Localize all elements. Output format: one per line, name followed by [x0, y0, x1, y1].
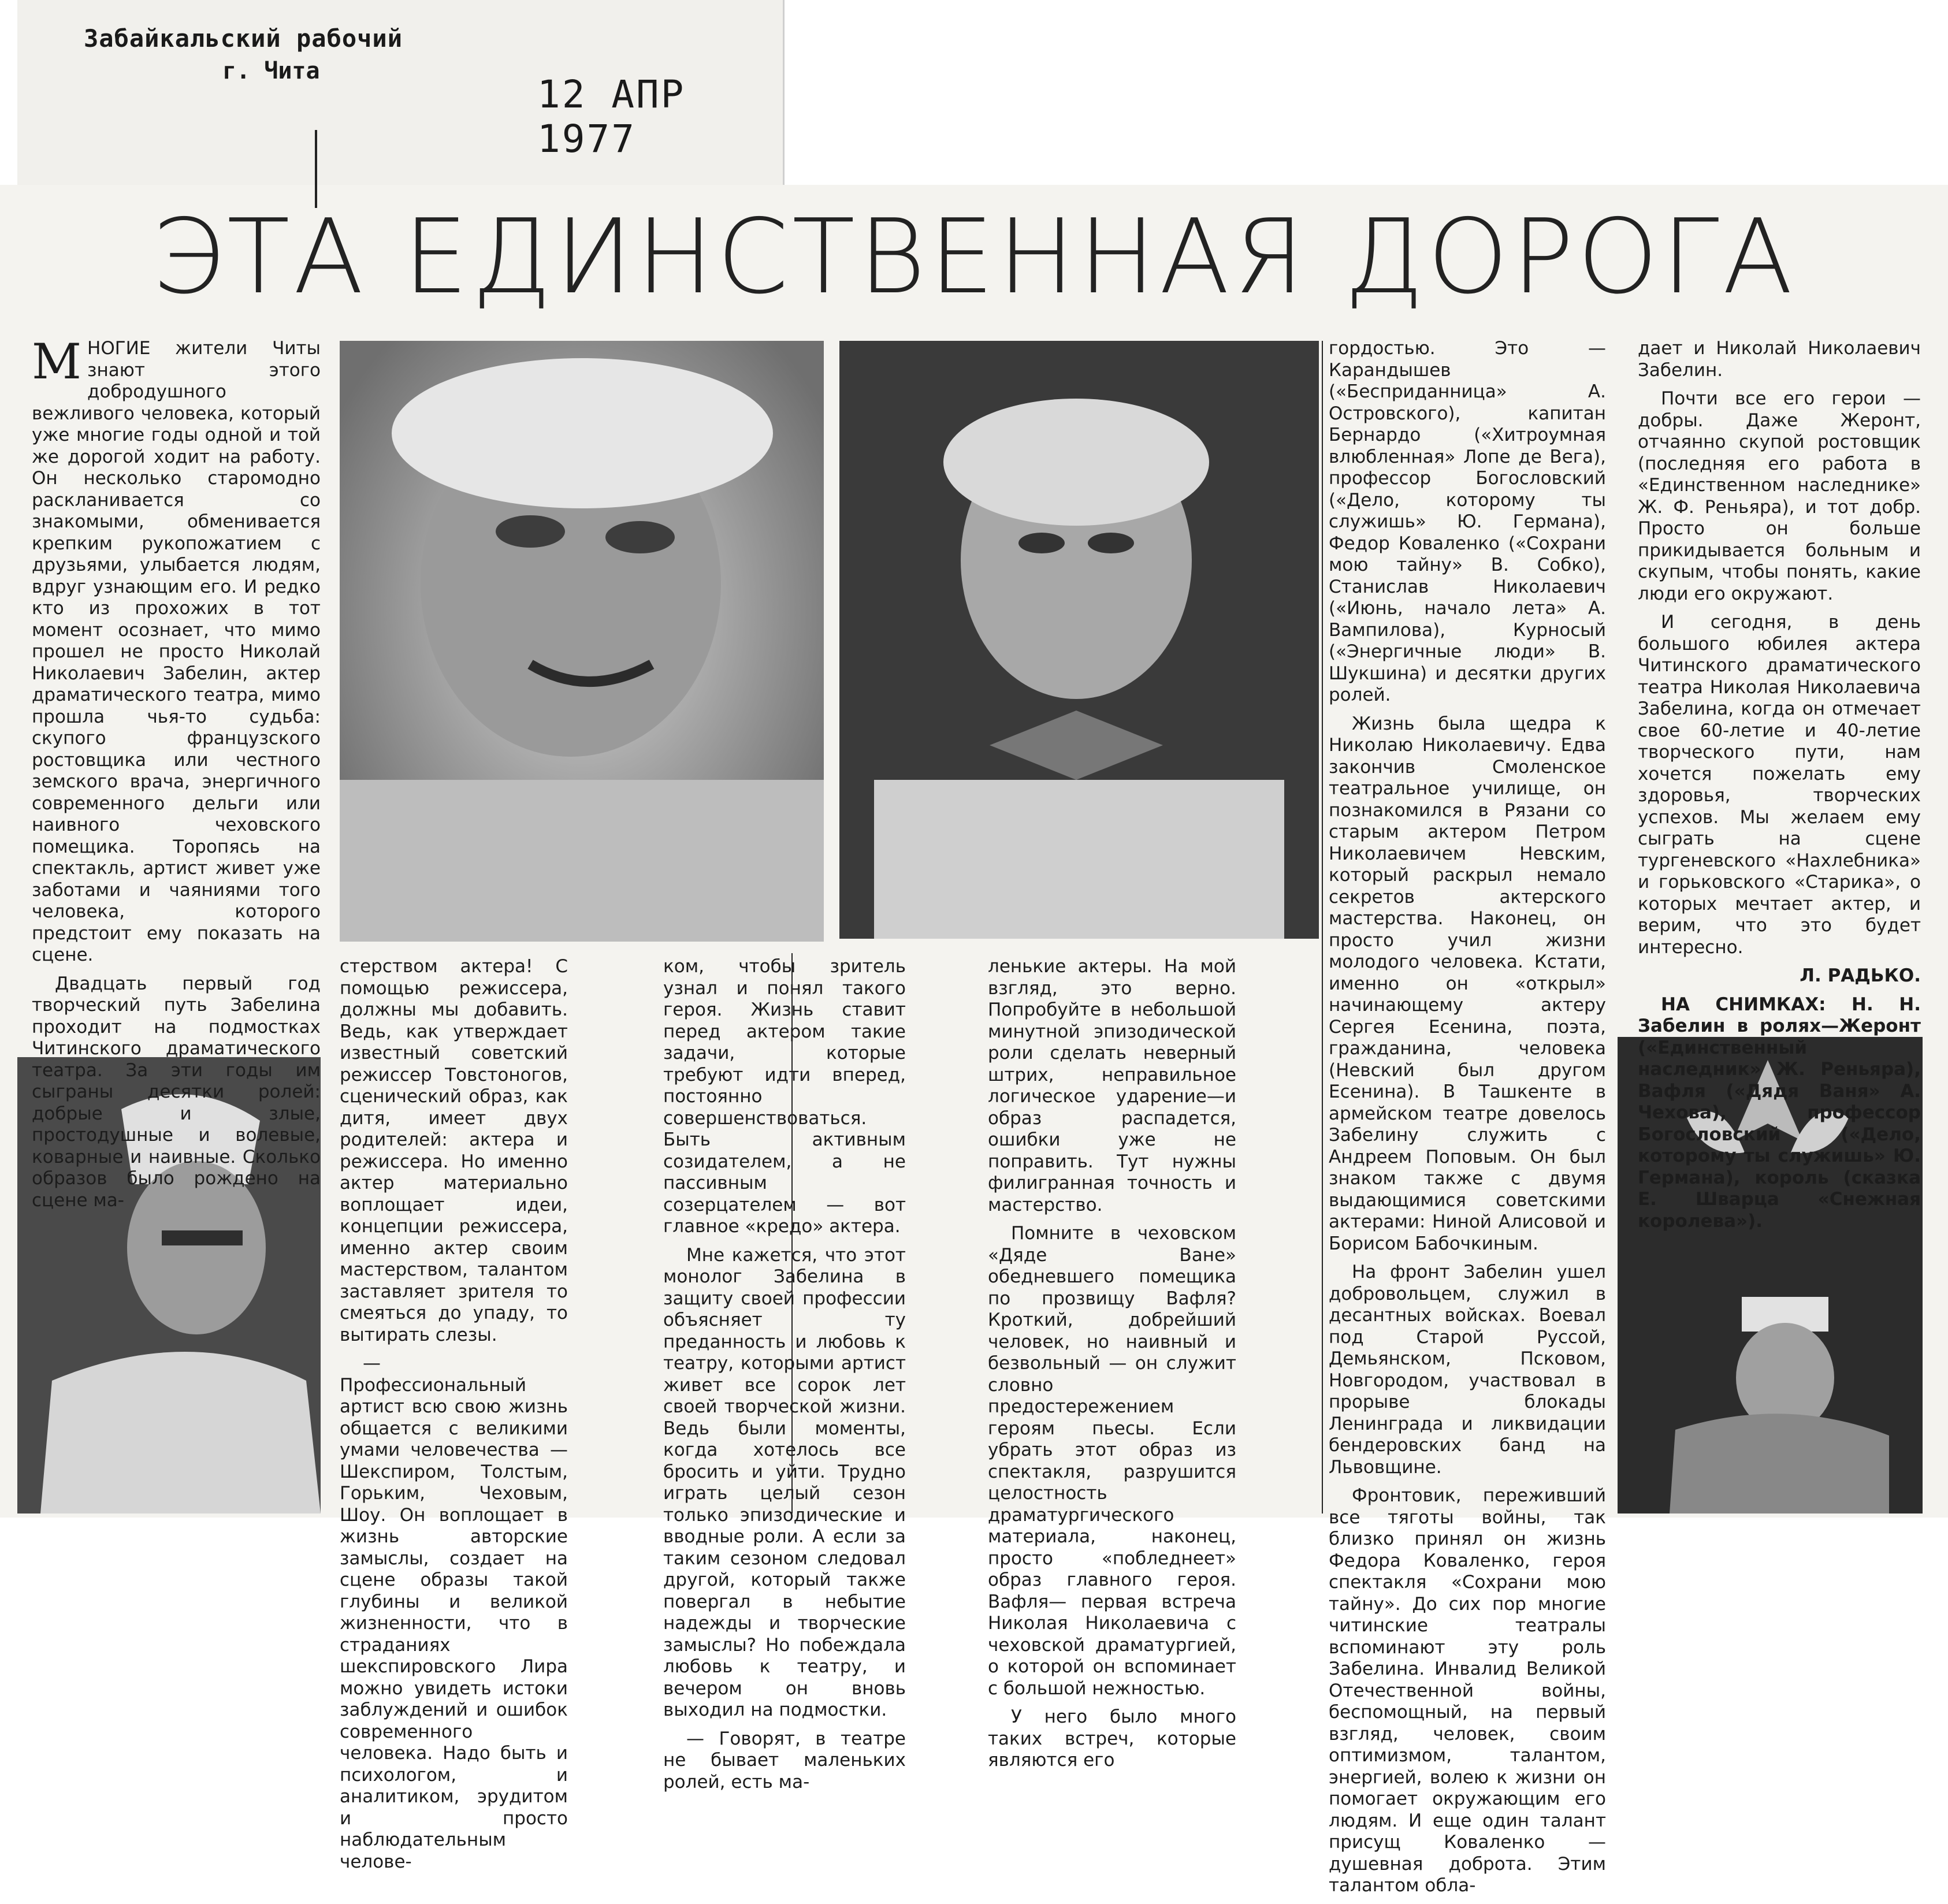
column-rule: [1322, 341, 1323, 1513]
photo-top-left: [340, 341, 824, 942]
paragraph: Почти все его герои — добры. Даже Жеронт, отчаянно скупой ростовщик (последняя его работа в «Единственном наследнике» Ж. Ф. Реньяра), и тот добр. Просто он больше прикидывается больным и скупым, чтобы понять, какие люди его окружают.: [1638, 388, 1921, 604]
clipping-header: [17, 0, 785, 187]
paragraph: Фронтовик, переживший все тяготы войны, так близко принял он жизнь Федора Коваленко, героя спектакля «Сохрани мою тайну». До сих пор многие читинские театралы вспоминают эту роль Забелина. Инвалид Великой Отечественной войны, беспомощный, на первый взгляд, человек, своим оптимизмом, талантом, энергией, волею к жизни он помогает окружающим его людям. И еще один талант присущ Коваленко — душевная доброта. Этим талантом обла-: [1329, 1485, 1606, 1896]
paragraph: Помните в чеховском «Дяде Ване» обедневшего помещика по прозвищу Вафля? Кроткий, добрейший человек, но наивный и безвольный — он служит словно предостережением героям пьесы. Если убрать этот образ из спектакля, разрушится целостность драматургического материала, наконец, просто «побледнеет» образ главного героя. Вафля— первая встреча Николая Николаевича с чеховской драматургией, о которой он вспоминает с большой нежностью.: [988, 1223, 1236, 1699]
article-column-6: [1638, 338, 1921, 1239]
paragraph: [32, 333, 321, 966]
paragraph: ленькие актеры. На мой взгляд, это верно. Попробуйте в небольшой минутной эпизодической роли сделать неверный штрих, неправильное логическое ударение—и образ распадется, ошибки уже не поправить. Тут нужны филигранная точность и мастерство.: [988, 956, 1236, 1215]
paragraph: Жизнь была щедра к Николаю Николаевичу. Едва закончив Смоленское театральное училище, он познакомился в Рязани со старым актером Петром Николаевичем Невским, который раскрыл немало секретов актерского мастерства. Наконец, он просто учил жизни молодого человека. Кстати, именно он «открыл» начинающему актеру Сергея Есенина, поэта, гражданина, человека (Невский был другом Есенина). В Ташкенте в армейском театре довелось Забелину служить с Андреем Поповым. Он был знаком также с двумя выдающимися советскими актерами: Ниной Алисовой и Борисом Бабочкиным.: [1329, 713, 1606, 1254]
drop-cap: М: [32, 333, 82, 390]
paragraph: Двадцать первый год творческий путь Забелина проходит на подмостках Читинского драматического театра. За эти годы им сыграны десятки ролей: добрые и злые, простодушные и волевые, коварные и наивные. Сколько образов было рождено на сцене ма-: [32, 973, 321, 1211]
paragraph: дает и Николай Николаевич Забелин.: [1638, 338, 1921, 381]
paragraph: Мне кажется, что этот монолог Забелина в защиту своей профессии объясняет ту преданность и любовь к театру, которыми артист живет все сорок лет своей творческой жизни. Ведь были моменты, когда хотелось все бросить и уйти. Трудно играть целый сезон только эпизодические и вводные роли. А если за таким сезоном следовал другой, который также повергал в небытие надежды и творческие замыслы? Но побеждала любовь к театру, и вечером он вновь выходил на подмостки.: [663, 1244, 906, 1720]
article-column-2: [340, 956, 568, 1880]
paragraph: И сегодня, в день большого юбилея актера Читинского драматического театра Николая Николаевича Забелина, когда он отмечает свое 60-летие и 40-летие творческого пути, нам хочется пожелать ему здоровья, творческих успехов. Мы желаем ему сыграть на сцене тургеневского «Нахлебника» и горьковского «Старика», о которых мечтает актер, и верим, что это будет интересно.: [1638, 612, 1921, 958]
article-column-4: [988, 956, 1236, 1779]
paragraph: У него было много таких встреч, которые являются его: [988, 1706, 1236, 1771]
article-column-5: [1329, 338, 1606, 1904]
paragraph: стерством актера! С помощью режиссера, должны мы добавить. Ведь, как утверждает известный советский режиссер Товстоногов, сценический образ, как дитя, имеет двух родителей: актера и режиссера. Но именно актер материально воплощает идеи, концепции режиссера, именно актер своим мастерством, талантом заставляет зрителя то смеяться до упаду, то вытирать слезы.: [340, 956, 568, 1345]
newspaper-name: Забайкальский рабочий: [84, 24, 403, 53]
paragraph: гордостью. Это — Карандышев («Бесприданница» А. Островского), капитан Бернардо («Хитроумная влюбленная» Лопе де Вега), профессор Богословский («Дело, которому ты служишь» Ю. Германа), Федор Коваленко («Сохрани мою тайну» В. Собко), Станислав Николаевич («Июнь, начало лета» А. Вампилова), Курносый («Энергичные люди» В. Шукшина) и десятки других ролей.: [1329, 338, 1606, 705]
article-column-3: [663, 956, 906, 1800]
photo-caption: НА СНИМКАХ: Н. Н. Забелин в ролях—Жеронт («Единственный наследник» Ж. Реньяра), Вафля («Дядя Ваня» А. Чехова), профессор Богословский («Дело, которому ты служишь» Ю. Германа), король (сказка Е. Шварца «Снежная королева»).: [1638, 994, 1921, 1232]
article-column-1: [32, 333, 321, 1218]
paragraph: На фронт Забелин ушел добровольцем, служил в десантных войсках. Воевал под Старой Руссой, Демьянском, Псковом, Новгородом, участвовал в прорыве блокады Ленинграда и ликвидации бендеровских банд на Львовщине.: [1329, 1262, 1606, 1478]
paragraph: — Профессиональный артист всю свою жизнь общается с великими умами человечества — Шекспиром, Толстым, Горьким, Чеховым, Шоу. Он воплощает в жизнь авторские замыслы, создает на сцене образы такой глубины и великой жизненности, что в страданиях шекспировского Лира можно увидеть истоки заблуждений и ошибок современного человека. Надо быть и психологом, и аналитиком, эрудитом и просто наблюдательным челове-: [340, 1353, 568, 1872]
author-signature: Л. РАДЬКО.: [1800, 965, 1921, 986]
paragraph: ком, чтобы зритель узнал и понял такого героя. Жизнь ставит перед актером такие задачи, которые требуют идти вперед, постоянно совершенствоваться. Быть активным созидателем, а не пассивным созерцателем — вот главное «кредо» актера.: [663, 956, 906, 1237]
paragraph: — Говорят, в театре не бывает маленьких ролей, есть ма-: [663, 1728, 906, 1793]
photo-top-right: [839, 341, 1319, 939]
photo-old-man-lying-image: [340, 341, 824, 942]
photo-old-man-bow-tie-image: [839, 341, 1319, 939]
paragraph-text: НОГИЕ жители Читы знают этого добродушного вежливого человека, который уже многие годы одной и той же дорогой ходит на работу. Он несколько старомодно раскланивается со знакомыми, обменивается крепким рукопожатием с друзьями, улыбается людям, вдруг узнающим его. И редко кто из прохожих в тот момент осознает, что мимо прошел не просто Николай Николаевич Забелин, актер драматического театра, мимо прошла чья-то судьба: скупого французского ростовщика или честного земского врача, энергичного современного дельги или наивного чеховского помещика. Торопясь на спектакль, артист живет уже заботами и чаяниями того человека, которого предстоит ему показать на сцене.: [32, 338, 321, 965]
headline: ЭТА ЕДИНСТВЕННАЯ ДОРОГА: [151, 197, 1797, 317]
date-stamp: 12 АПР 1977: [537, 72, 686, 161]
newspaper-city: г. Чита: [222, 58, 320, 84]
pencil-mark: [315, 130, 317, 208]
